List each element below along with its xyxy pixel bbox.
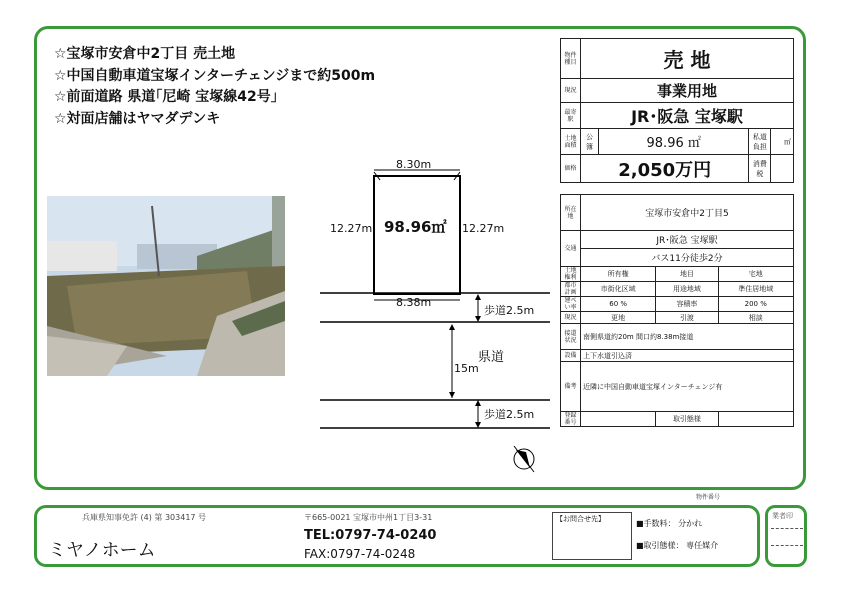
address-value: 宝塚市安倉中2丁目5: [581, 195, 794, 231]
row-cov-value: 60 %: [581, 297, 656, 312]
row-far-label: 容積率: [656, 297, 718, 312]
use-label: 現況: [561, 79, 581, 103]
row-right-value: 所有権: [581, 267, 656, 282]
footer-fax: FAX:0797-74-0248: [304, 547, 416, 561]
management-number: 物件番号: [696, 494, 721, 501]
highlight-item: ☆前面道路 県道｢尼崎 宝塚線42号｣: [54, 89, 278, 105]
price-value: 2,050万円: [581, 155, 749, 183]
plan-road-width: 15m: [454, 362, 479, 375]
area-kind: 公簿: [581, 129, 599, 155]
plan-left-depth: 12.27m: [330, 222, 373, 235]
sub-unit: ㎡: [771, 129, 794, 155]
type-label: 物件種目: [561, 39, 581, 79]
area-label: 土地面積: [561, 129, 581, 155]
site-photo: [47, 196, 285, 376]
property-table: [560, 38, 794, 183]
row-use-label: 用途地域: [656, 282, 718, 297]
row-note-label: 備考: [561, 362, 581, 412]
access-line2: バス11分徒歩2分: [581, 249, 794, 267]
row-date-label: 登録番号: [561, 412, 581, 427]
row-water-label: 設備: [561, 350, 581, 362]
access-label: 交通: [561, 231, 581, 267]
footer-stamp-label: 業者印: [772, 512, 793, 520]
lot-plan: [300, 150, 550, 480]
sub-label: 私道負担: [749, 129, 771, 155]
detail-table: [560, 194, 794, 427]
row-date-value: 取引態様: [656, 412, 718, 427]
plan-right-depth: 12.27m: [462, 222, 505, 235]
row-deliv-label: 引渡: [656, 312, 718, 324]
plan-sidewalk-top: 歩道2.5m: [484, 304, 535, 317]
price-label: 価格: [561, 155, 581, 183]
use-value: 事業用地: [581, 79, 794, 103]
plan-area: 98.96㎡: [384, 218, 447, 236]
row-use-value: 準住居地域: [718, 282, 793, 297]
footer-license: 兵庫県知事免許 (4) 第 303417 号: [82, 513, 207, 522]
row-cov-label: 建ぺい率: [561, 297, 581, 312]
plan-sidewalk-bottom: 歩道2.5m: [484, 408, 535, 421]
address-label: 所在地: [561, 195, 581, 231]
highlight-item: ☆中国自動車道宝塚インターチェンジまで約500m: [54, 67, 376, 84]
type-value: 売 地: [581, 39, 794, 79]
plan-top-width: 8.30m: [396, 158, 432, 171]
highlight-item: ☆宝塚市安倉中2丁目 売土地: [54, 46, 236, 62]
row-road-value: 南側県道約20m 間口約8.38m接道: [581, 324, 794, 350]
row-water-value: 上下水道引込済: [581, 350, 794, 362]
line-value: JR･阪急 宝塚駅: [581, 103, 794, 129]
highlights: [54, 44, 375, 130]
stamp-divider: [771, 528, 803, 529]
footer-company: ミヤノホーム: [48, 540, 156, 561]
row-status-value: 更地: [581, 312, 656, 324]
plan-road-name: 県道: [478, 350, 505, 365]
row-land-value: 宅地: [718, 267, 793, 282]
footer-transaction-type: ■取引態様： 専任媒介: [636, 541, 719, 550]
row-city-label: 都市計画: [561, 282, 581, 297]
stamp-divider: [771, 545, 803, 546]
row-land-label: 地目: [656, 267, 718, 282]
footer-address: 〒665-0021 宝塚市中州1丁目3-31: [304, 513, 433, 522]
row-right-label: 土地権利: [561, 267, 581, 282]
access-line1: JR･阪急 宝塚駅: [581, 231, 794, 249]
footer-fee: ■手数料： 分かれ: [636, 519, 703, 528]
footer-tel: TEL:0797-74-0240: [304, 528, 437, 543]
plan-bottom-width: 8.38m: [396, 296, 432, 309]
footer-box-title: 【お問合せ先】: [556, 515, 605, 523]
footer-contact-box: [552, 512, 632, 560]
row-far-value: 200 %: [718, 297, 793, 312]
row-status-label: 現況: [561, 312, 581, 324]
highlight-item: ☆対面店舗はヤマダデンキ: [54, 110, 221, 127]
row-note-value: 近隣に中国自動車道宝塚インターチェンジ有: [581, 362, 794, 412]
price-note: 消費税: [749, 155, 771, 183]
row-road-label: 接道状況: [561, 324, 581, 350]
row-deliv-value: 相談: [718, 312, 793, 324]
area-value: 98.96 ㎡: [599, 129, 749, 155]
line-label: 最寄駅: [561, 103, 581, 129]
row-city-value: 市街化区域: [581, 282, 656, 297]
